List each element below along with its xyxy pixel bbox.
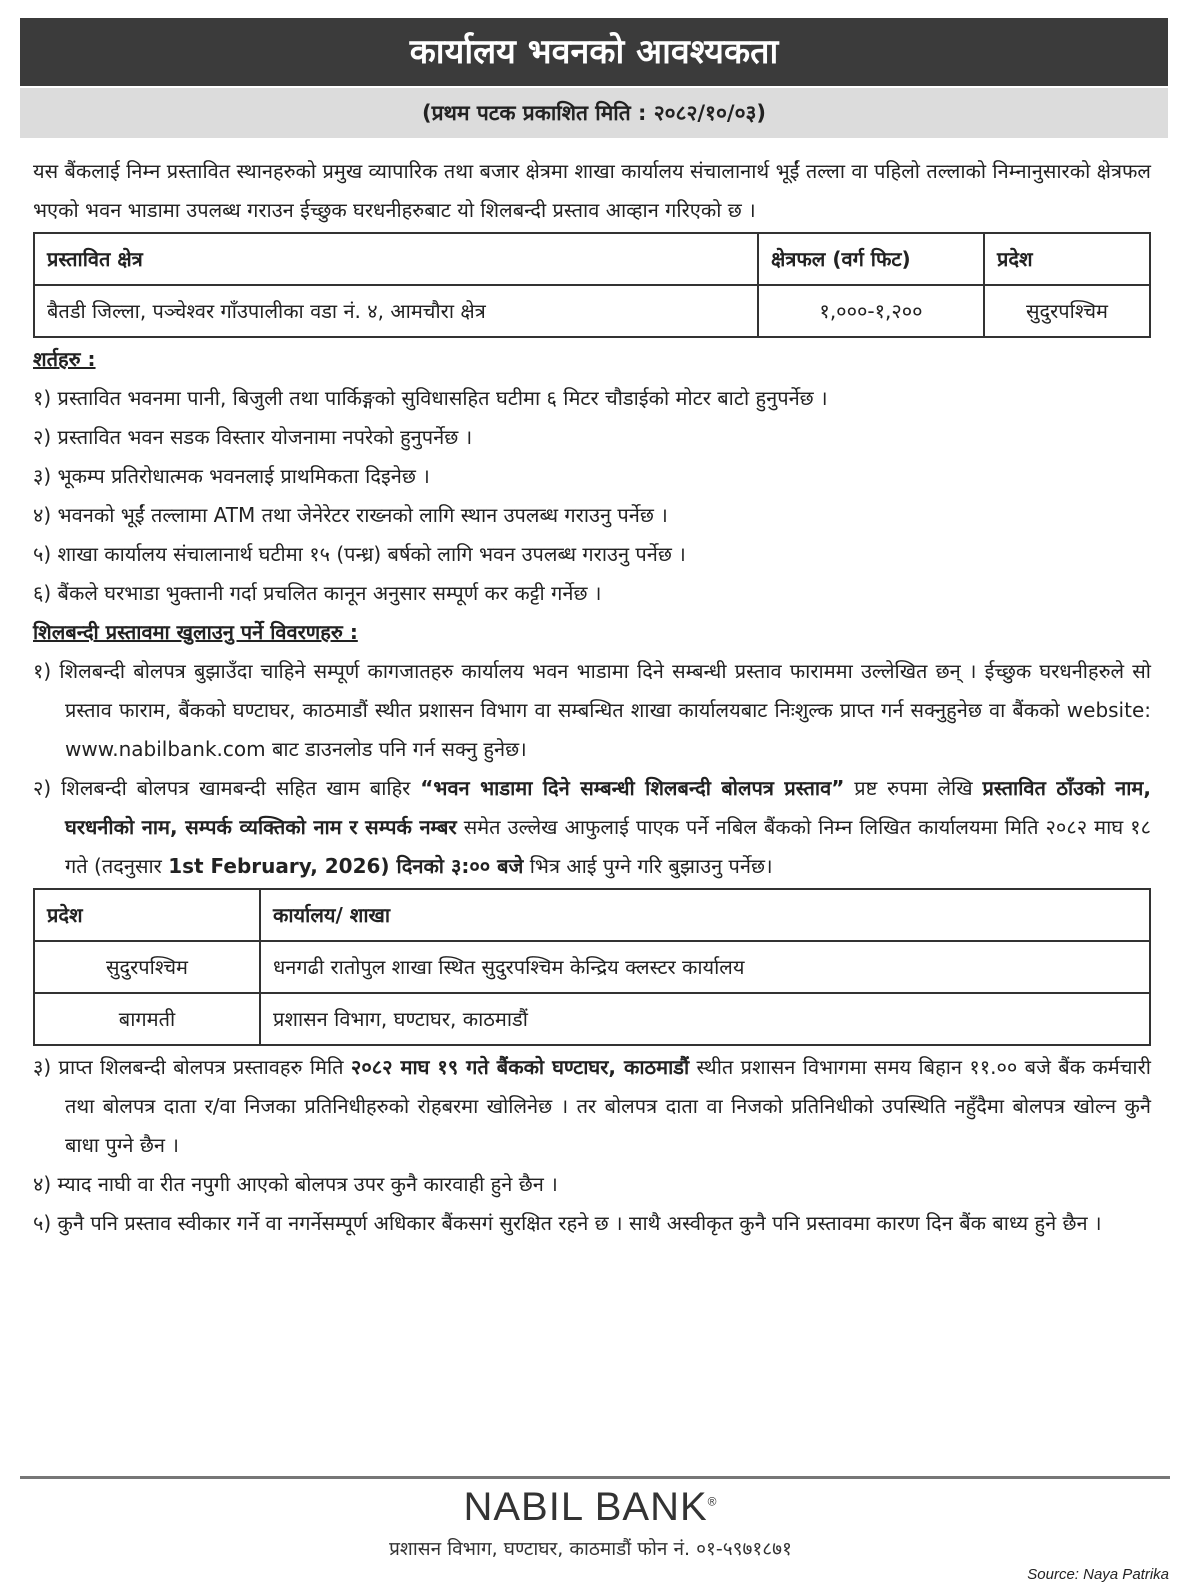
table-header-row xyxy=(34,889,1150,941)
details-item-3 xyxy=(33,1048,1151,1165)
registered-mark: ® xyxy=(707,1494,718,1509)
condition-item: ६) बैंकले घरभाडा भुक्तानी गर्दा प्रचलित कानून अनुसार सम्पूर्ण कर कट्टी गर्नेछ । xyxy=(33,581,602,605)
table-row xyxy=(34,285,1150,337)
cell-office: प्रशासन विभाग, घण्टाघर, काठमाडौं xyxy=(260,993,1150,1045)
details-heading: शिलबन्दी प्रस्तावमा खुलाउनु पर्ने विवरणहरु : xyxy=(33,620,358,644)
header-area: प्रस्तावित क्षेत्र xyxy=(34,233,758,285)
details-item-4: ४) म्याद नाघी वा रीत नपुगी आएको बोलपत्र उपर कुनै कारवाही हुने छैन । xyxy=(33,1172,558,1196)
cell-province: सुदुरपश्चिम xyxy=(984,285,1150,337)
bold-text: 1st February, 2026) xyxy=(168,854,390,878)
text: स्थीत प्रशासन विभागमा समय बिहान ११.०० बजे बैंक कर्मचारी तथा बोलपत्र दाता र/वा निजका प्रतिनिधीहरुको रोहबरमा खोलिनेछ । तर बोलपत्र दाता वा निजको प्रतिनिधीको उपस्थिति नहुँदैमा बोलपत्र खोल्न कुनै बाधा पुग्ने छैन । xyxy=(65,1055,1151,1157)
table-row xyxy=(34,993,1150,1045)
text: समेत उल्लेख आफुलाई पाएक पर्ने नबिल बैंकको निम्न लिखित कार्यालयमा मिति २०८२ माघ १८ गते (तदनुसार xyxy=(65,815,1151,878)
notice-body xyxy=(33,152,1151,1243)
condition-item: ५) शाखा कार्यालय संचालानार्थ घटीमा १५ (पन्ध्र) बर्षको लागि भवन उपलब्ध गराउनु पर्नेछ । xyxy=(33,542,686,566)
publication-date: (प्रथम पटक प्रकाशित मिति : २०८२/१०/०३) xyxy=(20,88,1168,138)
footer-divider xyxy=(20,1476,1170,1479)
condition-item: ४) भवनको भूईं तल्लामा ATM तथा जेनेरेटर राख्नको लागि स्थान उपलब्ध गराउनु पर्नेछ । xyxy=(33,503,668,527)
cell-office: धनगढी रातोपुल शाखा स्थित सुदुरपश्चिम केन्द्रिय क्लस्टर कार्यालय xyxy=(260,941,1150,993)
cell-province: सुदुरपश्चिम xyxy=(34,941,260,993)
logo-text: NABIL BANK xyxy=(463,1485,708,1529)
bold-text: प्रस्तावित ठाँउको नाम, घरधनीको नाम, सम्पर्क व्यक्तिको नाम र सम्पर्क नम्बर xyxy=(65,776,1151,839)
cell-size: १,०००-१,२०० xyxy=(758,285,984,337)
details-item-1: १) शिलबन्दी बोलपत्र बुझाउँदा चाहिने सम्पूर्ण कागजातहरु कार्यालय भवन भाडामा दिने सम्बन्धी प्रस्ताव फाराममा उल्लेखित छन् । ईच्छुक घरधनीहरुले सो प्रस्ताव फाराम, बैंकको घण्टाघर, काठमाडौं स्थीत प्रशासन विभाग वा सम्बन्धित शाखा कार्यालयबाट निःशुल्क प्राप्त गर्न सक्नुहुनेछ वा बैंकको website: www.nabilbank.com बाट डाउनलोड पनि गर्न सक्नु हुनेछ। xyxy=(33,659,1151,761)
details-item-2 xyxy=(33,769,1151,886)
cell-area: बैतडी जिल्ला, पञ्चेश्वर गाँउपालीका वडा नं. ४, आमचौरा क्षेत्र xyxy=(34,285,758,337)
condition-item: ३) भूकम्प प्रतिरोधात्मक भवनलाई प्राथमिकता दिइनेछ । xyxy=(33,464,430,488)
conditions-heading: शर्तहरु : xyxy=(33,347,96,371)
office-table xyxy=(33,888,1151,1046)
bold-text: दिनको ३:०० बजे xyxy=(389,854,524,878)
condition-item: १) प्रस्तावित भवनमा पानी, बिजुली तथा पार्किङ्गको सुविधासहित घटीमा ६ मिटर चौडाईको मोटर बाटो हुनुपर्नेछ । xyxy=(33,386,828,410)
table-header-row xyxy=(34,233,1150,285)
bold-text: २०८२ माघ १९ गते बैंकको घण्टाघर, काठमाडौं xyxy=(350,1055,690,1079)
notice-title: कार्यालय भवनको आवश्यकता xyxy=(20,18,1168,86)
condition-item: २) प्रस्तावित भवन सडक विस्तार योजनामा नपरेको हुनुपर्नेछ । xyxy=(33,425,473,449)
header-size: क्षेत्रफल (वर्ग फिट) xyxy=(758,233,984,285)
text: ३) प्राप्त शिलबन्दी बोलपत्र प्रस्तावहरु मिति xyxy=(33,1055,351,1079)
header-province: प्रदेश xyxy=(984,233,1150,285)
source-credit: Source: Naya Patrika xyxy=(1027,1566,1169,1583)
intro-paragraph: यस बैंकलाई निम्न प्रस्तावित स्थानहरुको प्रमुख व्यापारिक तथा बजार क्षेत्रमा शाखा कार्यालय संचालानार्थ भूईं तल्ला वा पहिलो तल्लाको निम्नानुसारको क्षेत्रफल भएको भवन भाडामा उपलब्ध गराउन ईच्छुक घरधनीहरुबाट यो शिलबन्दी प्रस्ताव आव्हान गरिएको छ । xyxy=(33,159,1151,222)
text: भित्र आई पुग्ने गरि बुझाउनु पर्नेछ। xyxy=(523,854,773,878)
location-table xyxy=(33,232,1151,338)
header-office: कार्यालय/ शाखा xyxy=(260,889,1150,941)
details-item-5: ५) कुनै पनि प्रस्ताव स्वीकार गर्ने वा नगर्नेसम्पूर्ण अधिकार बैंकसगं सुरक्षित रहने छ । साथै अस्वीकृत कुनै पनि प्रस्तावमा कारण दिन बैंक बाध्य हुने छैन । xyxy=(33,1211,1102,1235)
cell-province: बागमती xyxy=(34,993,260,1045)
text: २) शिलबन्दी बोलपत्र खामबन्दी सहित खाम बाहिर xyxy=(33,776,421,800)
footer-address: प्रशासन विभाग, घण्टाघर, काठमाडौं फोन नं. ०१-५९७१८७१ xyxy=(389,1538,792,1560)
text: प्रष्ट रुपमा लेखि xyxy=(844,776,983,800)
header-province: प्रदेश xyxy=(34,889,260,941)
table-row xyxy=(34,941,1150,993)
bold-text: “भवन भाडामा दिने सम्बन्धी शिलबन्दी बोलपत्र प्रस्ताव” xyxy=(420,776,845,800)
nabil-bank-logo xyxy=(0,1485,1181,1530)
